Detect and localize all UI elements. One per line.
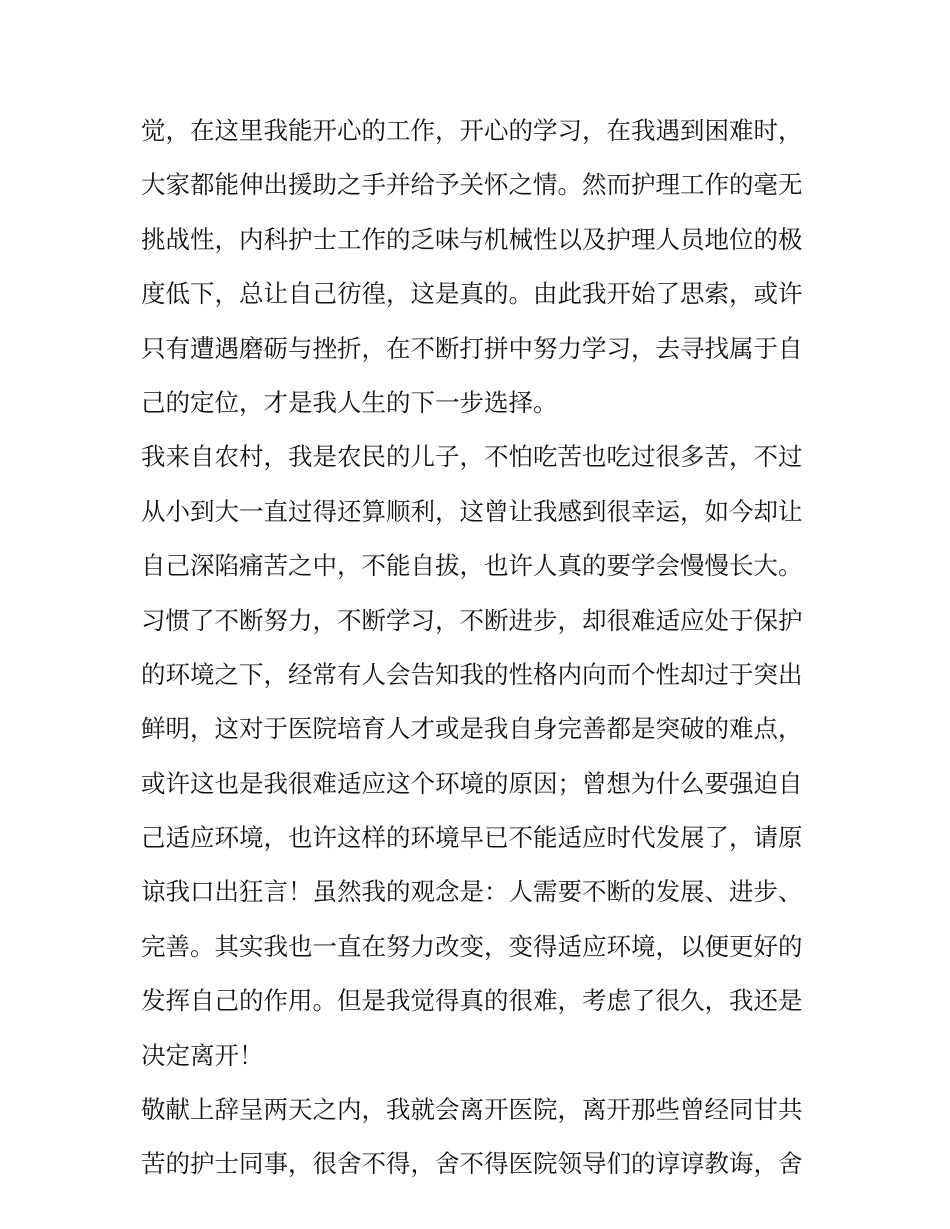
text-line: 度低下，总让自己彷徨，这是真的。由此我开始了思索，或许 bbox=[141, 279, 803, 309]
text-line: 苦的护士同事，很舍不得，舍不得医院领导们的谆谆教诲，舍 bbox=[141, 1149, 803, 1179]
text-line: 己的定位，才是我人生的下一步选择。 bbox=[141, 387, 558, 417]
text-line: 的环境之下，经常有人会告知我的性格内向而个性却过于突出 bbox=[141, 659, 803, 689]
text-line: 敬献上辞呈两天之内，我就会离开医院，离开那些曾经同甘共 bbox=[141, 1095, 803, 1125]
text-line: 决定离开！ bbox=[141, 1040, 264, 1070]
text-line: 从小到大一直过得还算顺利，这曾让我感到很幸运，如今却让 bbox=[141, 496, 803, 526]
text-line: 觉，在这里我能开心的工作，开心的学习，在我遇到困难时， bbox=[141, 116, 803, 145]
text-line: 只有遭遇磨砺与挫折，在不断打拼中努力学习，去寻找属于自 bbox=[141, 333, 803, 363]
text-line: 习惯了不断努力，不断学习，不断进步，却很难适应处于保护 bbox=[141, 605, 803, 635]
body-text bbox=[141, 104, 821, 1192]
text-line: 谅我口出狂言！虽然我的观念是：人需要不断的发展、进步、 bbox=[141, 877, 803, 907]
text-line: 完善。其实我也一直在努力改变，变得适应环境，以便更好的 bbox=[141, 931, 803, 961]
text-line: 挑战性，内科护士工作的乏味与机械性以及护理人员地位的极 bbox=[141, 224, 803, 254]
text-line: 自己深陷痛苦之中，不能自拔，也许人真的要学会慢慢长大。 bbox=[141, 551, 803, 581]
text-line: 我来自农村，我是农民的儿子，不怕吃苦也吃过很多苦，不过 bbox=[141, 442, 803, 472]
text-line: 鲜明，这对于医院培育人才或是我自身完善都是突破的难点， bbox=[141, 714, 803, 744]
text-line: 发挥自己的作用。但是我觉得真的很难，考虑了很久，我还是 bbox=[141, 986, 803, 1016]
text-line: 或许这也是我很难适应这个环境的原因；曾想为什么要强迫自 bbox=[141, 768, 803, 798]
text-line: 己适应环境，也许这样的环境早已不能适应时代发展了，请原 bbox=[141, 823, 803, 853]
text-line: 大家都能伸出援助之手并给予关怀之情。然而护理工作的毫无 bbox=[141, 170, 803, 200]
